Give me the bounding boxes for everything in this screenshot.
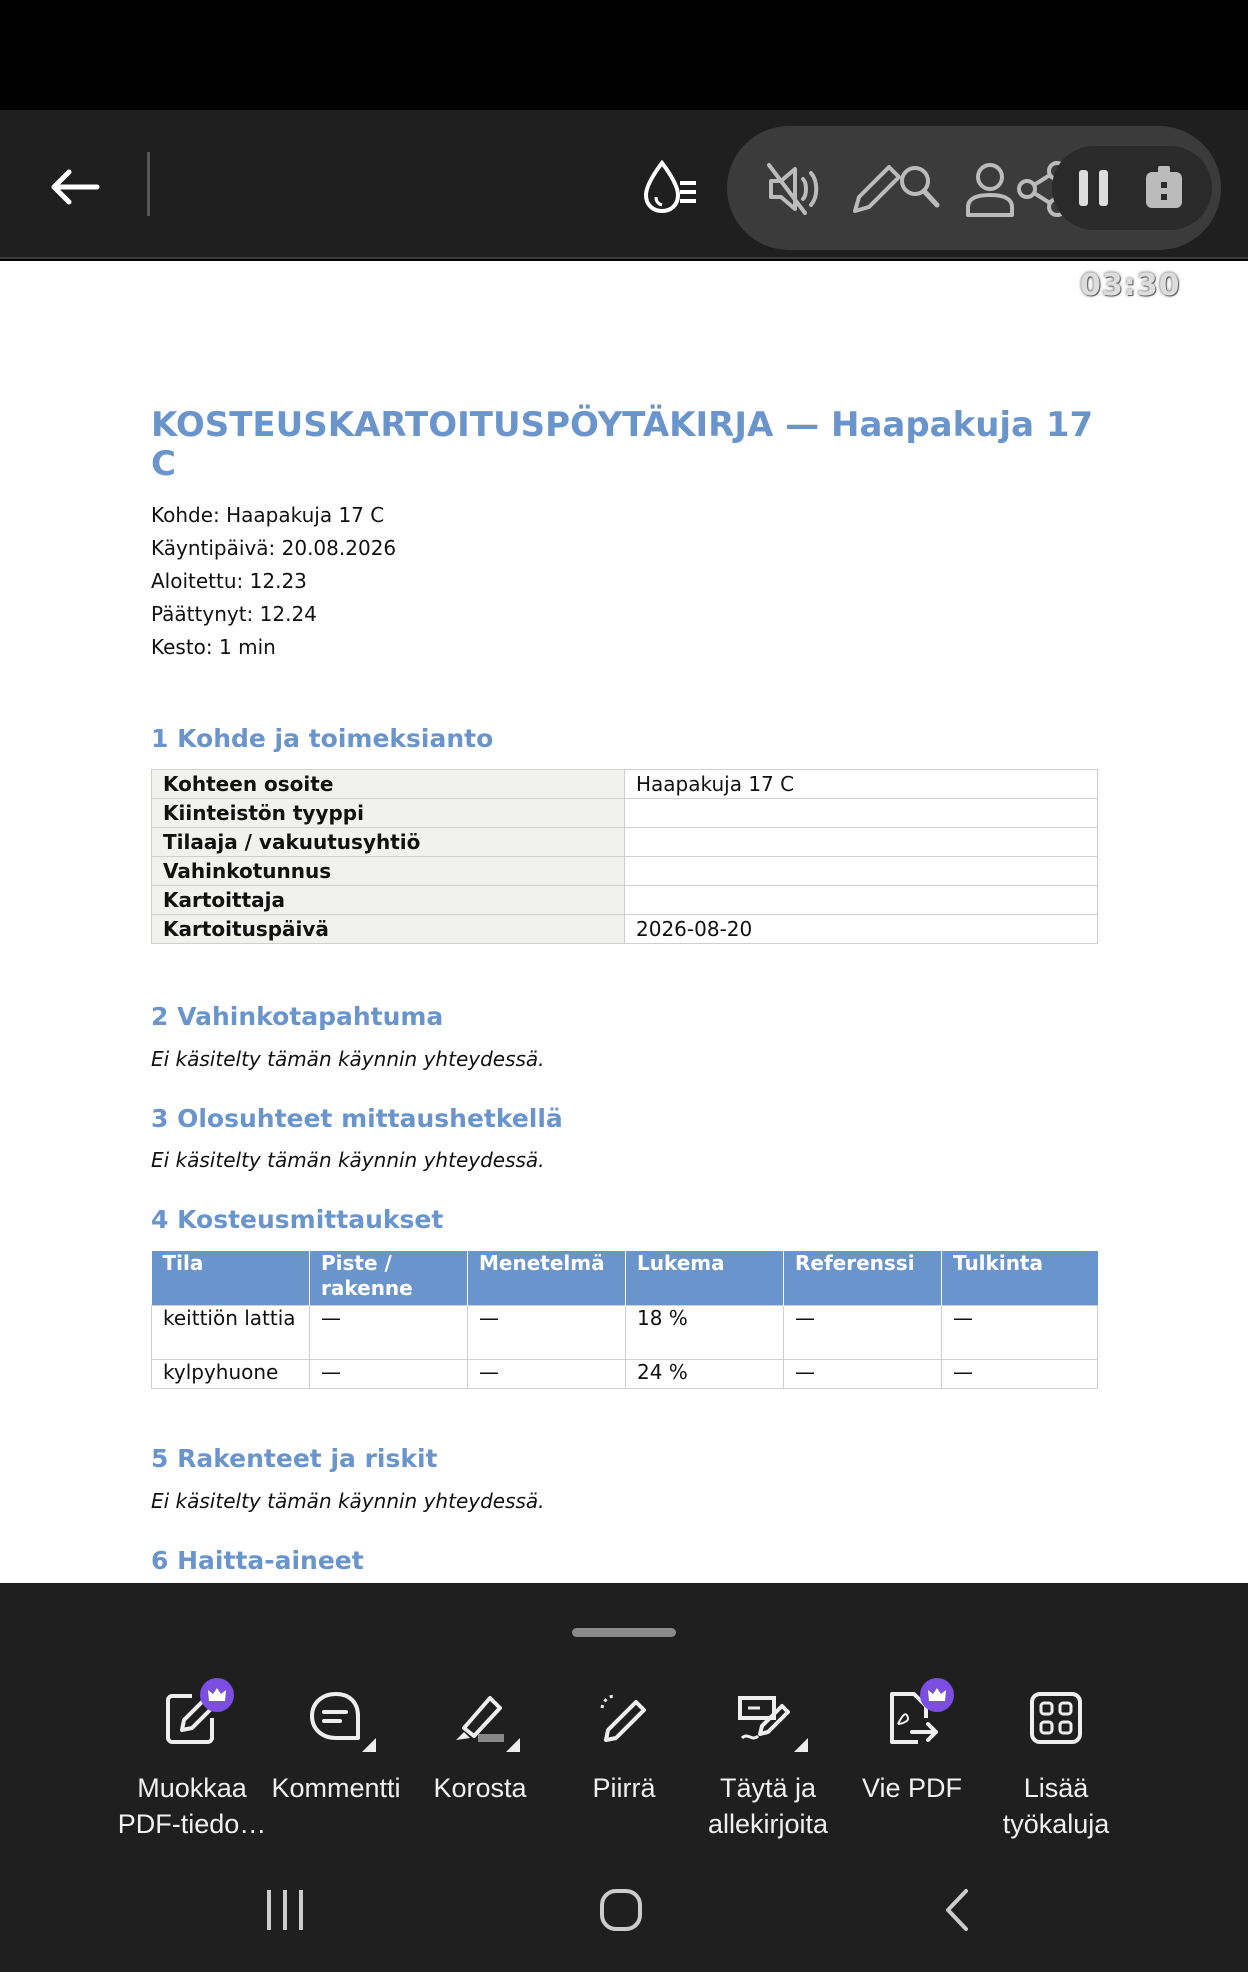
table-cell: Kartoituspäivä	[152, 915, 625, 944]
tool-label: Muokkaa	[137, 1773, 247, 1803]
export-pdf-icon	[862, 1678, 962, 1758]
meta-line: Kohde: Haapakuja 17 C	[151, 503, 385, 527]
column-header: Tulkinta	[942, 1251, 1098, 1305]
table-cell: —	[468, 1305, 626, 1359]
tool-label: Täytä ja	[719, 1773, 817, 1803]
pdf-page[interactable]	[0, 261, 1248, 1583]
floating-controls-pill	[727, 126, 1221, 250]
table-row	[152, 1305, 1098, 1359]
top-toolbar	[0, 110, 1248, 259]
document-title: KOSTEUSKARTOITUSPÖYTÄKIRJA — Haapakuja 17 C	[151, 405, 1094, 484]
section-note: Ei käsitelty tämän käynnin yhteydessä.	[151, 1148, 545, 1172]
liquid-mode-icon[interactable]	[635, 152, 705, 222]
tool-label: työkaluja	[1002, 1809, 1110, 1839]
meta-line: Kesto: 1 min	[151, 635, 276, 659]
table-row	[152, 857, 1098, 886]
table-cell: kylpyhuone	[152, 1359, 310, 1388]
navigation-bar	[0, 1847, 1248, 1972]
section-heading: 4 Kosteusmittaukset	[151, 1205, 444, 1234]
table-cell: Haapakuja 17 C	[625, 770, 1098, 799]
table-cell	[625, 857, 1098, 886]
tool-more-tools[interactable]	[981, 1678, 1131, 1842]
read-aloud-muted-icon[interactable]	[763, 156, 829, 222]
column-header: Piste / rakenne	[310, 1251, 468, 1305]
section-note: Ei käsitelty tämän käynnin yhteydessä.	[151, 1047, 545, 1071]
table-cell: Kartoittaja	[152, 886, 625, 915]
expand-corner-icon	[506, 1738, 520, 1752]
edit-search-icon[interactable]	[845, 156, 945, 222]
table-row	[152, 915, 1098, 944]
section-heading: 2 Vahinkotapahtuma	[151, 1002, 444, 1031]
back-arrow-icon[interactable]	[40, 152, 110, 222]
column-header: Tila	[152, 1251, 310, 1305]
table-cell: 24 %	[626, 1359, 784, 1388]
meta-line: Päättynyt: 12.24	[151, 602, 317, 626]
table-cell: Vahinkotunnus	[152, 857, 625, 886]
tool-label: allekirjoita	[707, 1809, 829, 1839]
bottom-tools-panel	[0, 1583, 1248, 1847]
status-bar	[0, 0, 1248, 110]
table-cell: —	[468, 1359, 626, 1388]
tool-label: Piirrä	[592, 1773, 656, 1803]
column-header: Referenssi	[784, 1251, 942, 1305]
table-cell: Tilaaja / vakuutusyhtiö	[152, 828, 625, 857]
tool-edit-pdf[interactable]	[117, 1678, 267, 1842]
table-cell	[625, 799, 1098, 828]
column-header: Lukema	[626, 1251, 784, 1305]
table-cell	[625, 828, 1098, 857]
expand-corner-icon	[362, 1738, 376, 1752]
section-heading: 1 Kohde ja toimeksianto	[151, 724, 494, 753]
expand-corner-icon	[794, 1738, 808, 1752]
measurements-table	[151, 1251, 1098, 1389]
table-cell: —	[310, 1305, 468, 1359]
pause-icon[interactable]	[1070, 164, 1118, 212]
tool-label: Korosta	[433, 1773, 527, 1803]
table-cell: —	[784, 1305, 942, 1359]
highlight-icon	[430, 1678, 530, 1758]
edit-pdf-icon	[142, 1678, 242, 1758]
tool-comment[interactable]	[261, 1678, 411, 1806]
table-cell: 2026-08-20	[625, 915, 1098, 944]
document-meta	[151, 499, 396, 664]
tool-label: Vie PDF	[861, 1773, 963, 1803]
table-cell: Kiinteistön tyyppi	[152, 799, 625, 828]
comment-icon	[286, 1678, 386, 1758]
section-note: Ei käsitelty tämän käynnin yhteydessä.	[151, 1489, 545, 1513]
tool-export-pdf[interactable]	[837, 1678, 987, 1806]
table-row	[152, 799, 1098, 828]
section-heading: 6 Haitta-aineet	[151, 1546, 364, 1575]
drag-handle[interactable]	[572, 1628, 676, 1637]
meta-line: Käyntipäivä: 20.08.2026	[151, 536, 397, 560]
recording-controls	[1052, 146, 1212, 230]
premium-crown-icon	[200, 1678, 234, 1712]
table-cell: —	[942, 1305, 1098, 1359]
tool-fill-sign[interactable]	[693, 1678, 843, 1842]
home-icon[interactable]	[576, 1875, 666, 1945]
table-cell: keittiön lattia	[152, 1305, 310, 1359]
draw-icon	[574, 1678, 674, 1758]
table-cell	[625, 886, 1098, 915]
premium-crown-icon	[920, 1678, 954, 1712]
section-heading: 5 Rakenteet ja riskit	[151, 1444, 438, 1473]
tool-label: PDF-tiedo…	[117, 1809, 267, 1839]
tool-highlight[interactable]	[405, 1678, 555, 1806]
column-header: Menetelmä	[468, 1251, 626, 1305]
fill-sign-icon	[718, 1678, 818, 1758]
tool-label: Kommentti	[271, 1773, 401, 1803]
toolbar-divider	[147, 152, 150, 216]
meta-line: Aloitettu: 12.23	[151, 569, 307, 593]
table-row	[152, 886, 1098, 915]
table-cell: —	[784, 1359, 942, 1388]
tool-draw[interactable]	[549, 1678, 699, 1806]
recording-timer: 03:30	[1080, 268, 1181, 303]
table-cell: —	[310, 1359, 468, 1388]
recent-apps-icon[interactable]	[240, 1875, 330, 1945]
table-row	[152, 770, 1098, 799]
table-row	[152, 1359, 1098, 1388]
table-header-row	[152, 1251, 1098, 1305]
record-icon[interactable]	[1140, 164, 1188, 212]
table-cell: Kohteen osoite	[152, 770, 625, 799]
tool-label: Lisää	[1023, 1773, 1089, 1803]
table-cell: 18 %	[626, 1305, 784, 1359]
table-cell: —	[942, 1359, 1098, 1388]
info-table	[151, 769, 1098, 944]
more-tools-icon	[1006, 1678, 1106, 1758]
back-icon[interactable]	[912, 1875, 1002, 1945]
table-row	[152, 828, 1098, 857]
section-heading: 3 Olosuhteet mittaushetkellä	[151, 1104, 563, 1133]
